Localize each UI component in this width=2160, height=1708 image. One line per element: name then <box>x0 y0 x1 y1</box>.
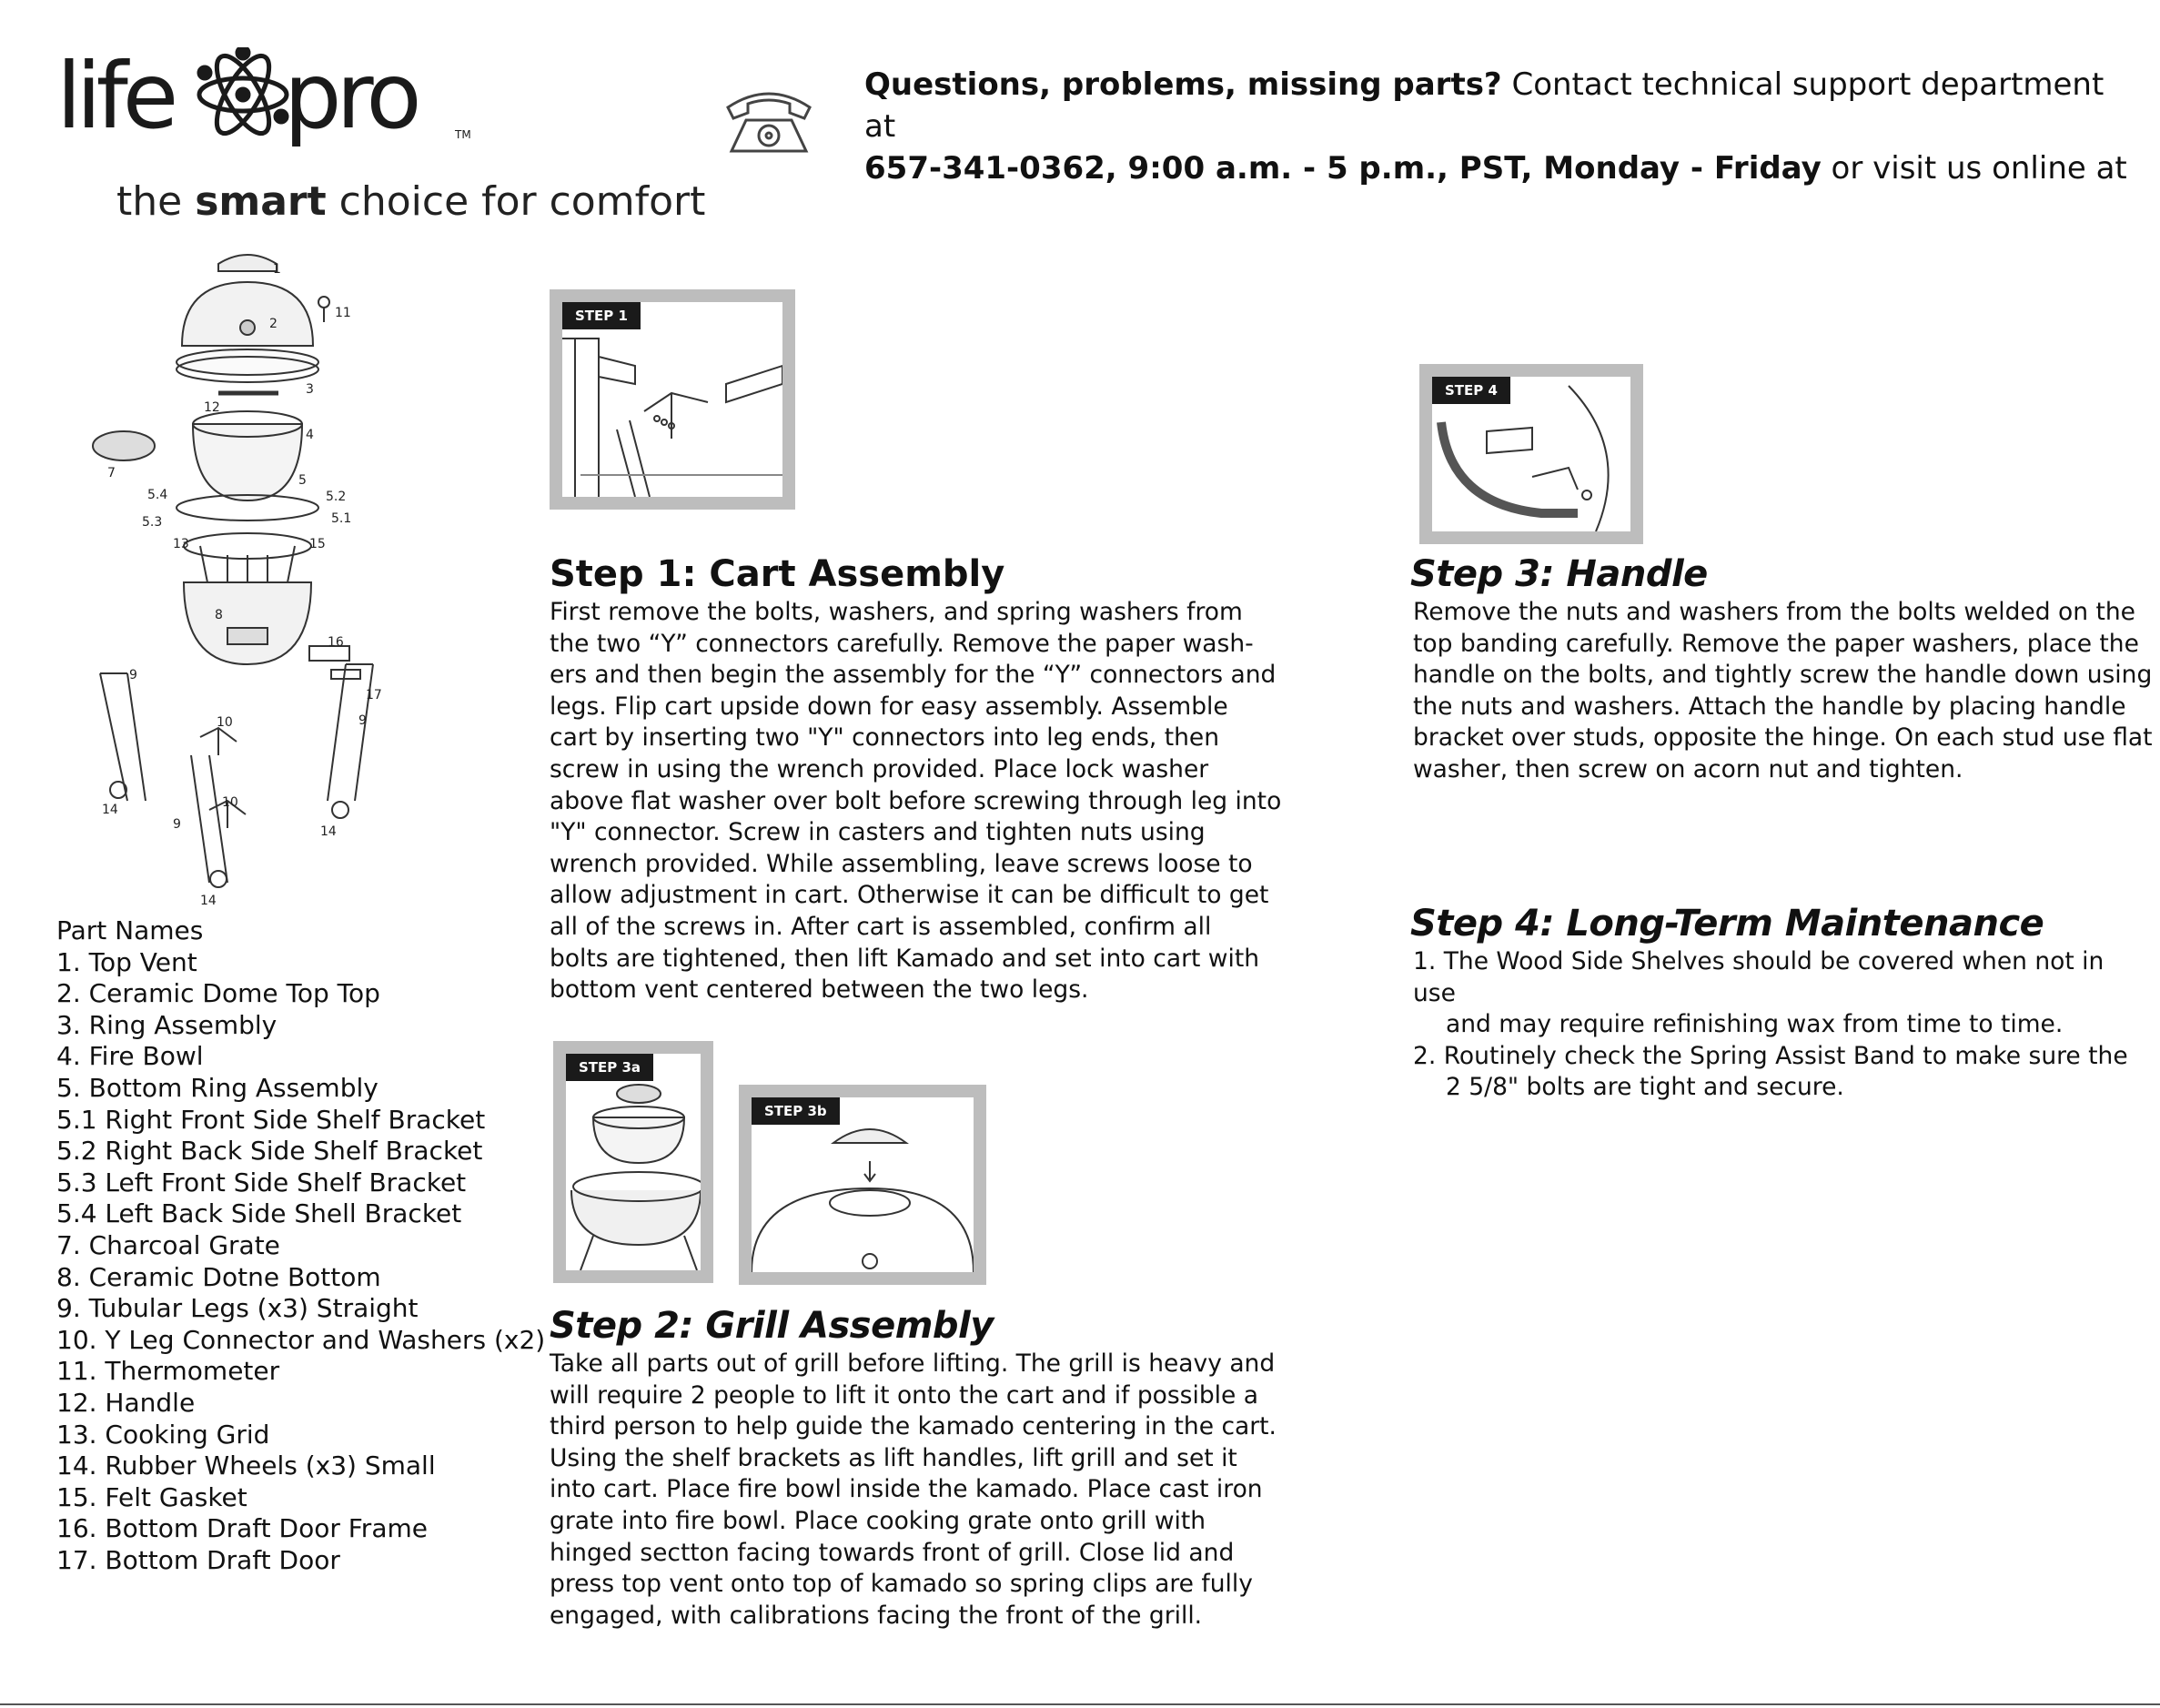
support-question: Questions, problems, missing parts? <box>864 66 1502 103</box>
list-item: 16. Bottom Draft Door Frame <box>56 1513 428 1544</box>
step-1-heading: Step 1: Cart Assembly <box>550 553 1005 595</box>
diagram-label-8: 8 <box>215 608 223 622</box>
diagram-label-15: 15 <box>309 537 326 551</box>
diagram-label-14b: 14 <box>320 824 337 839</box>
list-item: 15. Felt Gasket <box>56 1481 247 1512</box>
step-4-illustration <box>1419 364 1643 544</box>
list-item: 5. Bottom Ring Assembly <box>56 1072 379 1103</box>
diagram-label-16: 16 <box>328 635 344 650</box>
list-item: 5.4 Left Back Side Shell Bracket <box>56 1198 462 1229</box>
step-3b-illustration <box>739 1085 986 1285</box>
exploded-parts-diagram <box>91 246 437 919</box>
diagram-label-9a: 9 <box>129 668 137 682</box>
list-item: 1. The Wood Side Shelves should be covered when not in use and may require refinishing wax from time to time. <box>1413 947 2104 1039</box>
support-contact: Questions, problems, missing parts? Contact technical support department at 657-341-0362, 9:00 a.m. - 5 p.m., PST, Monday - Friday or visit us online at <box>864 66 2127 187</box>
step-2-heading: Step 2: Grill Assembly <box>550 1305 994 1347</box>
step-4-list <box>1413 946 2141 1104</box>
list-item: 2. Routinely check the Spring Assist Band to make sure the 2 5/8" bolts are tight and secure. <box>1413 1041 2128 1102</box>
list-item: 4. Fire Bowl <box>56 1041 204 1072</box>
diagram-label-14c: 14 <box>200 894 217 908</box>
step-2-text: Take all parts out of grill before lifting. The grill is heavy and will require 2 people to lift it onto the cart and if possible a third person to help guide the kamado centering in the cart. Using the shelf brackets as lift handles, lift grill and set it into cart. Place fire bowl inside the kamado. Place cast iron grate into fire bowl. Place cooking grate onto grill with hinged sectton facing towards front of grill. Close lid and press top vent onto top of kamado so spring clips are fully engaged, with calibrations facing the front of the grill. <box>550 1349 1277 1630</box>
diagram-label-9c: 9 <box>173 817 181 832</box>
diagram-label-10a: 10 <box>217 715 233 730</box>
list-item: 12. Handle <box>56 1387 196 1418</box>
list-item: 3. Ring Assembly <box>56 1009 278 1040</box>
support-phone-hours: 657-341-0362, 9:00 a.m. - 5 p.m., PST, Monday - Friday <box>864 150 1822 187</box>
diagram-label-14a: 14 <box>102 803 118 817</box>
list-item: 2. Ceramic Dome Top Top <box>56 978 380 1009</box>
list-item: 5.1 Right Front Side Shelf Bracket <box>56 1104 486 1135</box>
lifepro-logo <box>56 47 484 184</box>
diagram-label-5-3: 5.3 <box>142 515 163 530</box>
diagram-label-9b: 9 <box>358 713 367 728</box>
list-item: 10. Y Leg Connector and Washers (x2) <box>56 1324 546 1355</box>
step-3a-illustration <box>553 1041 713 1283</box>
diagram-label-11: 11 <box>335 306 351 320</box>
list-item: 13. Cooking Grid <box>56 1419 270 1450</box>
step-1-text: First remove the bolts, washers, and spring washers from the two “Y” connectors carefully. Remove the paper wash- ers and then begin the assembly for the “Y” connectors and legs. Flip cart upside down for easy assembly. Assemble cart by inserting two "Y" connectors into leg ends, then screw in using the wrench provided. Place lock washer above flat washer over bolt before screwing through leg into "Y" connector. Screw in casters and tighten nuts using wrench provided. While assembling, leave screws loose to allow adjustment in cart. Otherwise it can be difficult to get all of the screws in. After cart is assembled, confirm all bolts are tightened, then lift Kamado and set into cart with bottom vent centered between the two legs. <box>550 598 1282 1005</box>
parts-list <box>56 915 546 1576</box>
lifepro-logo-graphic <box>56 47 484 184</box>
diagram-label-2: 2 <box>269 317 278 331</box>
parts-list-title: Part Names <box>56 915 204 945</box>
diagram-label-12: 12 <box>204 400 220 415</box>
svg-text:life: life <box>56 47 174 149</box>
diagram-label-17: 17 <box>366 688 382 702</box>
step-4-tag: STEP 4 <box>1432 377 1510 404</box>
diagram-label-4: 4 <box>306 428 314 442</box>
list-item: 7. Charcoal Grate <box>56 1229 280 1260</box>
telephone-icon <box>719 84 819 157</box>
list-item: 14. Rubber Wheels (x3) Small <box>56 1450 436 1481</box>
diagram-label-13: 13 <box>173 537 189 551</box>
list-item: 5.2 Right Back Side Shelf Bracket <box>56 1136 483 1167</box>
diagram-label-3: 3 <box>306 382 314 397</box>
diagram-label-10b: 10 <box>222 795 238 810</box>
diagram-label-5-1: 5.1 <box>331 511 352 526</box>
diagram-label-1: 1 <box>273 262 281 277</box>
diagram-label-5: 5 <box>298 473 307 488</box>
list-item: 5.3 Left Front Side Shelf Bracket <box>56 1167 467 1198</box>
bottom-divider <box>0 1703 2160 1705</box>
list-item: 8. Ceramic Dotne Bottom <box>56 1261 381 1292</box>
diagram-label-5-4: 5.4 <box>147 488 168 502</box>
step-1-tag: STEP 1 <box>562 302 641 329</box>
step-1-illustration <box>550 289 795 510</box>
step-4-heading: Step 4: Long-Term Maintenance <box>1410 903 2044 945</box>
list-item: 11. Thermometer <box>56 1356 280 1387</box>
tagline: the smart choice for comfort <box>116 178 706 225</box>
list-item: 1. Top Vent <box>56 946 197 977</box>
step-3a-tag: STEP 3a <box>566 1054 653 1081</box>
list-item: 9. Tubular Legs (x3) Straight <box>56 1293 419 1324</box>
step-3-text: Remove the nuts and washers from the bolts welded on the top banding carefully. Remove the paper washers, place the handle on the bolts, and tightly screw the handle down using the nuts and washers. Attach the handle by placing handle bracket over studs, opposite the hinge. On each stud use flat washer, then screw on acorn nut and tighten. <box>1413 598 2153 783</box>
diagram-label-7: 7 <box>107 466 116 480</box>
step-3b-tag: STEP 3b <box>752 1097 840 1125</box>
svg-text:pro: pro <box>284 47 417 149</box>
step-3-heading: Step 3: Handle <box>1410 553 1708 595</box>
svg-text:TM: TM <box>455 128 471 141</box>
diagram-label-5-2: 5.2 <box>326 490 347 504</box>
list-item: 17. Bottom Draft Door <box>56 1544 340 1575</box>
